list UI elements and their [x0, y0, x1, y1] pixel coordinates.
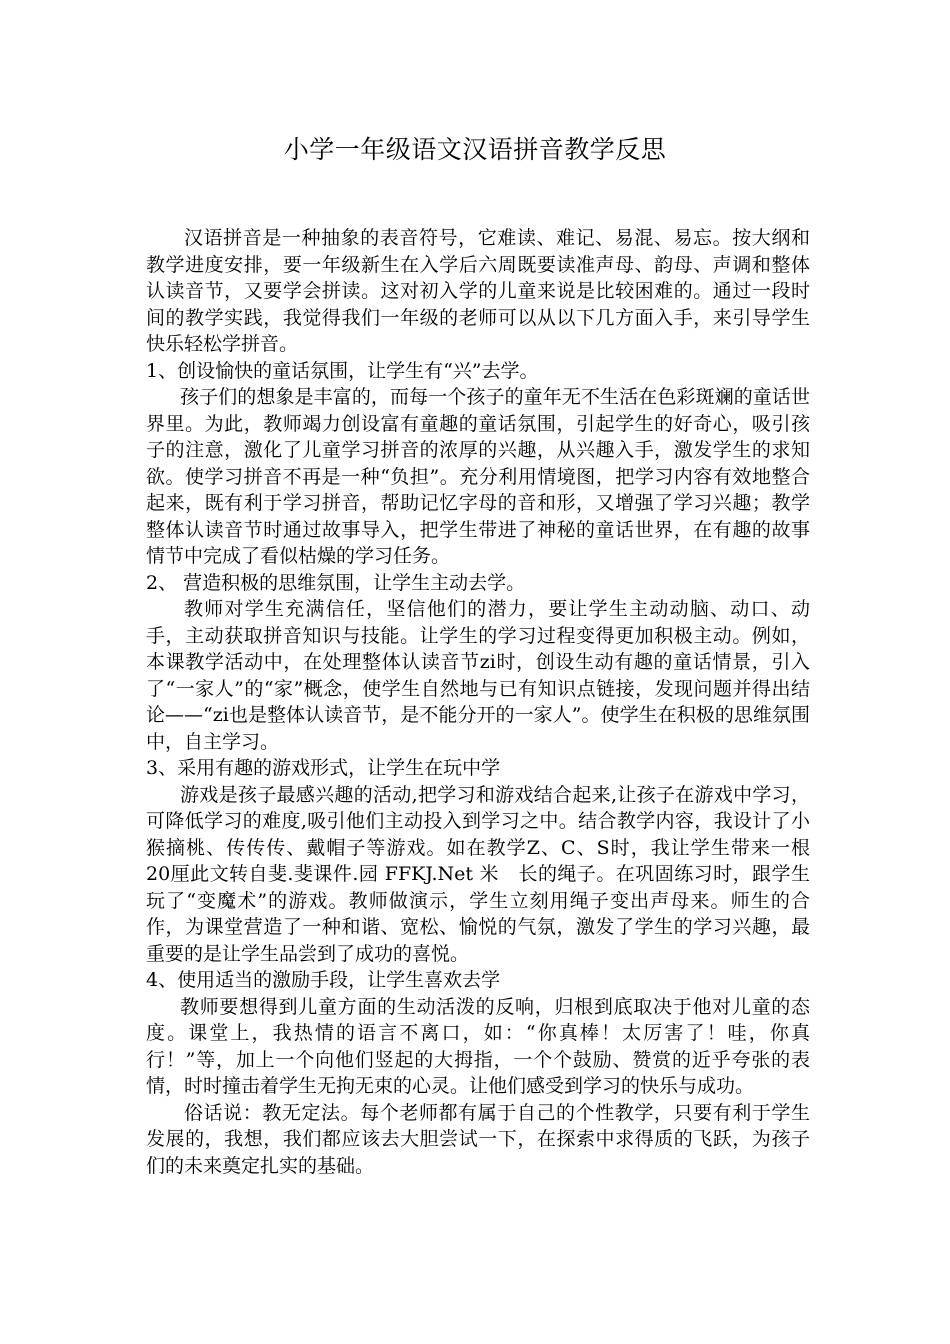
section-heading-2: 2、 营造积极的思维氛围，让学生主动去学。 [146, 571, 526, 594]
section-4-paragraph: 教师要想得到儿童方面的生动活泼的反响，归根到底取决于他对儿童的态度。课堂上，我热情的语言不离口，如：“你真棒！太厉害了！哇，你真行！”等，加上一个向他们竖起的大拇指，一个个鼓励、赞赏的近乎夸张的表情，时时撞击着学生无拘无束的心灵。让他们感受到学习的快乐与成功。 [146, 995, 810, 1097]
conclusion-paragraph: 俗话说：教无定法。每个老师都有属于自己的个性教学，只要有利于学生发展的，我想，我们都应该去大胆尝试一下，在探索中求得质的飞跃，为孩子们的未来奠定扎实的基础。 [146, 1101, 810, 1177]
section-1-paragraph: 孩子们的想象是丰富的，而每一个孩子的童年无不生活在色彩斑斓的童话世界里。为此，教师竭力创设富有童趣的童话氛围，引起学生的好奇心，吸引孩子的注意，激化了儿童学习拼音的浓厚的兴趣，从兴趣入手，激发学生的求知欲。使学习拼音不再是一种“负担”。充分利用情境图，把学习内容有效地整合起来，既有利于学习拼音，帮助记忆字母的音和形，又增强了学习兴趣；教学整体认读音节时通过故事导入，把学生带进了神秘的童话世界，在有趣的故事情节中完成了看似枯燥的学习任务。 [146, 386, 810, 567]
document-title: 小学一年级语文汉语拼音教学反思 [283, 135, 667, 164]
section-heading-1: 1、创设愉快的童话氛围，让学生有“兴”去学。 [146, 359, 539, 382]
section-2-paragraph: 教师对学生充满信任，坚信他们的潜力，要让学生主动动脑、动口、动手，主动获取拼音知识与技能。让学生的学习过程变得更加积极主动。例如，本课教学活动中，在处理整体认读音节zi时，创设生动有趣的童话情景，引入了“一家人”的“家”概念，使学生自然地与已有知识点链接，发现问题并得出结论——“zi也是整体认读音节，是不能分开的一家人”。使学生在积极的思维氛围中，自主学习。 [146, 598, 810, 753]
section-heading-3: 3、采用有趣的游戏形式，让学生在玩中学 [146, 757, 501, 779]
section-3-paragraph: 游戏是孩子最感兴趣的活动,把学习和游戏结合起来,让孩子在游戏中学习，可降低学习的难度,吸引他们主动投入到学习之中。结合教学内容，我设计了小猴摘桃、传传传、戴帽子等游戏。如在教学Z、C、S时，我让学生带来一根 20厘此文转自斐.斐课件.园 FFKJ.Net 米 长的绳子。在巩固练习时，跟学生玩了“变魔术”的游戏。教师做演示，学生立刻用绳子变出声母来。师生的合作，为课堂营造了一种和谐、宽松、愉悦的气氛，激发了学生的学习兴趣，最重要的是让学生品尝到了成功的喜悦。 [146, 783, 830, 965]
intro-paragraph: 汉语拼音是一种抽象的表音符号，它难读、难记、易混、易忘。按大纲和教学进度安排，要一年级新生在入学后六周既要读准声母、韵母、声调和整体认读音节，又要学会拼读。这对初入学的儿童来说是比较困难的。通过一段时间的教学实践，我觉得我们一年级的老师可以从以下几方面入手，来引导学生快乐轻松学拼音。 [146, 227, 810, 355]
document-body [146, 225, 830, 1179]
section-heading-4: 4、使用适当的激励手段，让学生喜欢去学 [146, 969, 501, 991]
